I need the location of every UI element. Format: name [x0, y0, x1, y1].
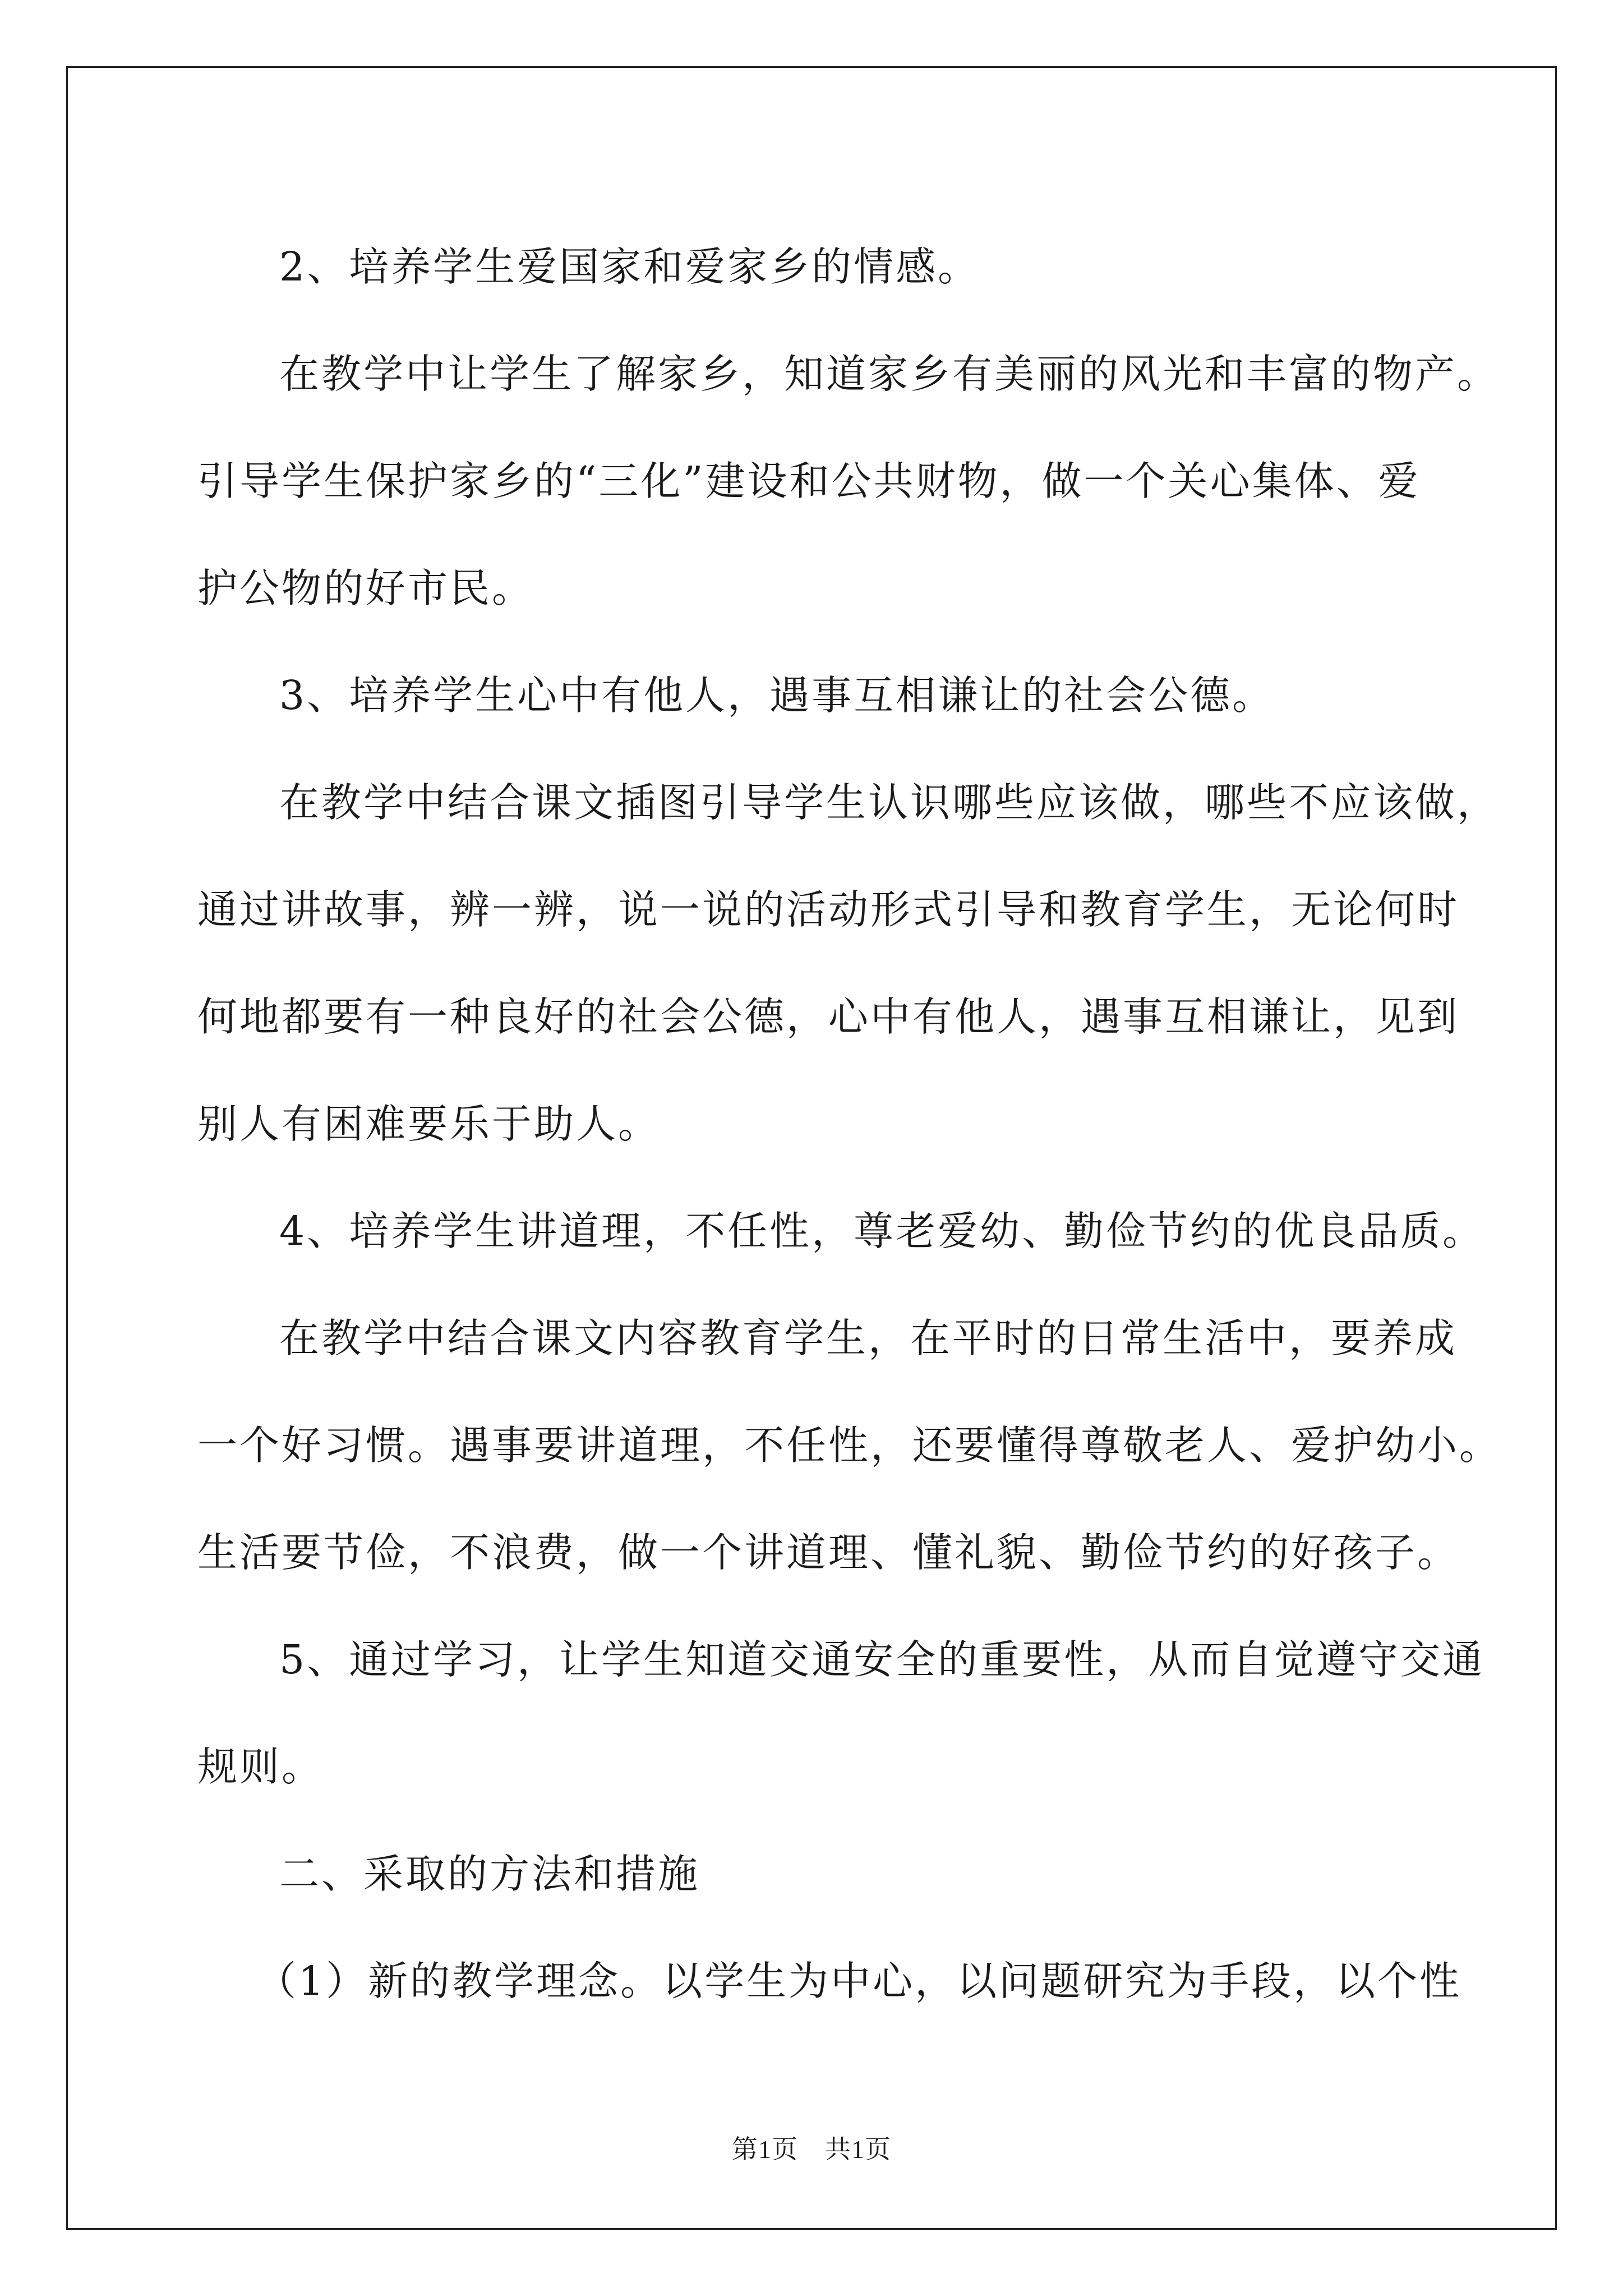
- paragraph-line: 在教学中结合课文内容教育学生，在平时的日常生活中，要养成: [279, 1315, 1458, 1361]
- paragraph-line: 生活要节俭，不浪费，做一个讲道理、懂礼貌、勤俭节约的好孩子。: [197, 1529, 1460, 1576]
- page-number: 第1页: [732, 2135, 798, 2164]
- paragraph-line: 2、培养学生爱国家和爱家乡的情感。: [279, 243, 980, 290]
- paragraph-line: （1）新的教学理念。以学生为中心，以问题研究为手段，以个性: [256, 1958, 1462, 2004]
- page-total: 共1页: [825, 2135, 891, 2164]
- paragraph-line: 5、通过学习，让学生知道交通安全的重要性，从而自觉遵守交通: [279, 1636, 1485, 1683]
- page-footer: [0, 2133, 1623, 2166]
- paragraph-line: 引导学生保护家乡的“三化”建设和公共财物，做一个关心集体、爱: [197, 458, 1421, 504]
- section-heading: 二、采取的方法和措施: [279, 1851, 700, 1897]
- paragraph-line: 别人有困难要乐于助人。: [197, 1101, 661, 1147]
- paragraph-line: 护公物的好市民。: [197, 565, 534, 611]
- paragraph-line: 在教学中让学生了解家乡，知道家乡有美丽的风光和丰富的物产。: [279, 351, 1500, 397]
- paragraph-line: 在教学中结合课文插图引导学生认识哪些应该做，哪些不应该做，: [279, 779, 1500, 826]
- paragraph-line: 4、培养学生讲道理，不任性，尊老爱幼、勤俭节约的优良品质。: [279, 1208, 1485, 1254]
- paragraph-line: 3、培养学生心中有他人，遇事互相谦让的社会公德。: [279, 672, 1275, 719]
- paragraph-line: 通过讲故事，辨一辨，说一说的活动形式引导和教育学生，无论何时: [197, 886, 1460, 933]
- paragraph-line: 何地都要有一种良好的社会公德，心中有他人，遇事互相谦让，见到: [197, 993, 1460, 1040]
- paragraph-line: 规则。: [197, 1743, 324, 1790]
- paragraph-line: 一个好习惯。遇事要讲道理，不任性，还要懂得尊敬老人、爱护幼小。: [197, 1422, 1502, 1469]
- document-body: [197, 213, 1502, 2035]
